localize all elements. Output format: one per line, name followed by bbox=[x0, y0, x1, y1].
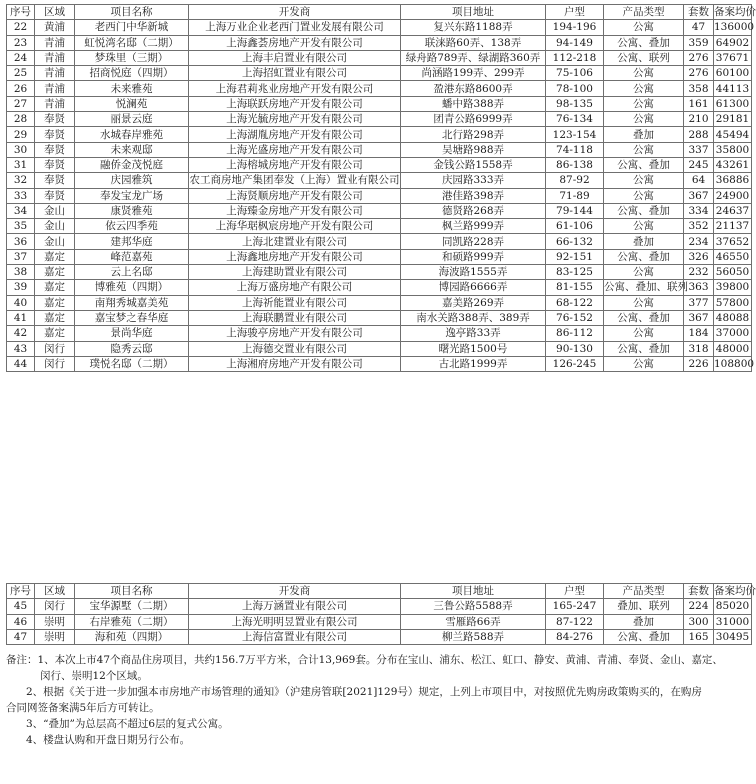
cell-units: 377 bbox=[684, 295, 714, 310]
cell-district: 金山 bbox=[35, 219, 75, 234]
cell-address: 海波路1555弄 bbox=[401, 265, 546, 280]
cell-product-type: 公寓 bbox=[604, 356, 684, 371]
cell-address: 港佳路398弄 bbox=[401, 188, 546, 203]
cell-district: 青浦 bbox=[35, 35, 75, 50]
cell-address: 复兴东路1188弄 bbox=[401, 20, 546, 35]
header-address: 项目地址 bbox=[401, 5, 546, 20]
cell-project-name: 融侨金茂悦庭 bbox=[75, 157, 189, 172]
cell-avg-price: 24637 bbox=[714, 203, 752, 218]
cell-seq: 43 bbox=[7, 341, 35, 356]
cell-avg-price: 48088 bbox=[714, 310, 752, 325]
table-row bbox=[7, 203, 752, 218]
cell-project-name: 虹悦湾名邸（二期） bbox=[75, 35, 189, 50]
cell-seq: 40 bbox=[7, 295, 35, 310]
cell-developer: 上海万业企业老西门置业发展有限公司 bbox=[189, 20, 401, 35]
cell-unit-size: 74-118 bbox=[546, 142, 604, 157]
cell-avg-price: 64902 bbox=[714, 35, 752, 50]
cell-developer: 上海光盛房地产开发有限公司 bbox=[189, 142, 401, 157]
note-2-cont: 合同网签备案满5年后方可转让。 bbox=[6, 702, 160, 714]
cell-product-type: 叠加、联列 bbox=[604, 599, 684, 614]
cell-project-name: 康贤雅苑 bbox=[75, 203, 189, 218]
cell-project-name: 景尚华庭 bbox=[75, 326, 189, 341]
cell-district: 崇明 bbox=[35, 629, 75, 644]
table-row bbox=[7, 629, 752, 644]
cell-developer: 农工商房地产集团奉发（上海）置业有限公司 bbox=[189, 174, 400, 187]
cell-developer: 上海臻金房地产开发有限公司 bbox=[189, 203, 401, 218]
cell-developer: 上海鑫荟房地产开发有限公司 bbox=[189, 35, 401, 50]
table-row bbox=[7, 310, 752, 325]
cell-seq: 31 bbox=[7, 157, 35, 172]
cell-unit-size: 87-122 bbox=[546, 614, 604, 629]
table-row bbox=[7, 219, 752, 234]
header-district: 区域 bbox=[35, 5, 75, 20]
cell-product-type: 公寓、叠加 bbox=[604, 310, 684, 325]
cell-developer: 上海湖胤房地产开发有限公司 bbox=[189, 127, 401, 142]
cell-seq: 42 bbox=[7, 326, 35, 341]
cell-district: 奉贤 bbox=[35, 173, 75, 188]
cell-unit-size: 90-130 bbox=[546, 341, 604, 356]
cell-avg-price: 136000 bbox=[714, 21, 755, 34]
cell-unit-size: 98-135 bbox=[546, 96, 604, 111]
cell-developer: 上海光毓房地产开发有限公司 bbox=[189, 112, 401, 127]
cell-product-type: 公寓 bbox=[604, 142, 684, 157]
cell-units: 64 bbox=[684, 173, 714, 188]
cell-units: 276 bbox=[684, 50, 714, 65]
cell-seq: 41 bbox=[7, 310, 35, 325]
cell-product-type: 叠加 bbox=[604, 127, 684, 142]
cell-seq: 34 bbox=[7, 203, 35, 218]
cell-product-type: 公寓 bbox=[604, 265, 684, 280]
cell-developer: 上海德交置业有限公司 bbox=[189, 341, 401, 356]
cell-developer: 上海祈能置业有限公司 bbox=[189, 295, 401, 310]
cell-unit-size: 81-155 bbox=[546, 280, 604, 295]
cell-project-name: 建邦华庭 bbox=[75, 234, 189, 249]
cell-address: 绿舟路789弄、绿湖路360弄 bbox=[401, 50, 546, 65]
cell-units: 47 bbox=[684, 20, 714, 35]
cell-project-name: 璞悦名邸（二期） bbox=[75, 356, 189, 371]
table-row bbox=[7, 280, 752, 295]
cell-project-name: 梦珠里（三期） bbox=[75, 50, 189, 65]
cell-seq: 30 bbox=[7, 142, 35, 157]
cell-product-type: 公寓、叠加 bbox=[604, 35, 684, 50]
cell-units: 337 bbox=[684, 142, 714, 157]
cell-product-type: 叠加 bbox=[604, 614, 684, 629]
cell-address: 和硕路999弄 bbox=[401, 249, 546, 264]
cell-seq: 27 bbox=[7, 96, 35, 111]
cell-unit-size: 76-134 bbox=[546, 112, 604, 127]
cell-avg-price: 37000 bbox=[714, 326, 752, 341]
cell-avg-price: 57800 bbox=[714, 295, 752, 310]
cell-seq: 35 bbox=[7, 219, 35, 234]
table-row bbox=[7, 112, 752, 127]
table-row bbox=[7, 188, 752, 203]
header-district: 区域 bbox=[35, 584, 75, 599]
cell-unit-size: 79-144 bbox=[546, 203, 604, 218]
cell-project-name: 未来雅苑 bbox=[75, 81, 189, 96]
cell-units: 224 bbox=[684, 599, 714, 614]
cell-address: 同凯路228弄 bbox=[401, 234, 546, 249]
cell-project-name: 未来观邸 bbox=[75, 142, 189, 157]
header-developer: 开发商 bbox=[189, 584, 401, 599]
note-3: 3、“叠加”为总层高不超过6层的复式公寓。 bbox=[26, 718, 229, 730]
cell-product-type: 公寓、叠加 bbox=[604, 341, 684, 356]
cell-project-name: 峰范嘉苑 bbox=[75, 249, 189, 264]
table-row bbox=[7, 20, 752, 35]
cell-address: 雪雁路66弄 bbox=[401, 614, 546, 629]
cell-units: 226 bbox=[684, 356, 714, 371]
cell-project-name: 丽景云庭 bbox=[75, 112, 189, 127]
cell-product-type: 公寓、叠加 bbox=[604, 629, 684, 644]
header-project-name: 项目名称 bbox=[75, 5, 189, 20]
cell-district: 奉贤 bbox=[35, 127, 75, 142]
cell-district: 嘉定 bbox=[35, 326, 75, 341]
cell-product-type: 公寓 bbox=[604, 188, 684, 203]
cell-units: 300 bbox=[684, 614, 714, 629]
cell-unit-size: 84-276 bbox=[546, 629, 604, 644]
cell-units: 334 bbox=[684, 203, 714, 218]
cell-avg-price: 30495 bbox=[714, 629, 752, 644]
cell-district: 金山 bbox=[35, 234, 75, 249]
cell-district: 青浦 bbox=[35, 50, 75, 65]
header-avg-price: 备案均价 bbox=[714, 6, 756, 19]
cell-units: 358 bbox=[684, 81, 714, 96]
note-2: 2、根据《关于进一步加强本市房地产市场管理的通知》（沪建房管联[2021]129号）规定，上列上市项目中，对按照优先购房政策购买的，在购房 bbox=[26, 686, 702, 698]
header-seq: 序号 bbox=[7, 5, 35, 20]
cell-seq: 24 bbox=[7, 50, 35, 65]
listing-table-1 bbox=[6, 4, 756, 372]
cell-district: 闵行 bbox=[35, 341, 75, 356]
cell-address: 古北路1999弄 bbox=[401, 356, 546, 371]
cell-address: 逸亭路33弄 bbox=[401, 326, 546, 341]
table-row bbox=[7, 157, 752, 172]
cell-product-type: 公寓、叠加、联列 bbox=[604, 281, 688, 294]
cell-district: 黄浦 bbox=[35, 20, 75, 35]
cell-product-type: 公寓、叠加 bbox=[604, 203, 684, 218]
header-project-name: 项目名称 bbox=[75, 584, 189, 599]
cell-avg-price: 60100 bbox=[714, 66, 752, 81]
cell-address: 联涞路60弄、138弄 bbox=[401, 35, 546, 50]
cell-project-name: 水城春岸雅苑 bbox=[75, 127, 189, 142]
table-row bbox=[7, 127, 752, 142]
cell-developer: 上海招虹置业有限公司 bbox=[189, 66, 401, 81]
cell-seq: 46 bbox=[7, 614, 35, 629]
cell-seq: 33 bbox=[7, 188, 35, 203]
cell-unit-size: 83-125 bbox=[546, 265, 604, 280]
cell-product-type: 公寓 bbox=[604, 112, 684, 127]
cell-district: 崇明 bbox=[35, 614, 75, 629]
cell-project-name: 云上名邸 bbox=[75, 265, 189, 280]
table-row bbox=[7, 173, 752, 188]
cell-avg-price: 37671 bbox=[714, 50, 752, 65]
cell-address: 枫兰路999弄 bbox=[401, 219, 546, 234]
cell-units: 161 bbox=[684, 96, 714, 111]
cell-developer: 上海信富置业有限公司 bbox=[189, 629, 401, 644]
cell-district: 嘉定 bbox=[35, 295, 75, 310]
cell-unit-size: 68-122 bbox=[546, 295, 604, 310]
notes-section bbox=[6, 652, 748, 748]
cell-district: 闵行 bbox=[35, 599, 75, 614]
cell-project-name: 老西门中华新城 bbox=[75, 20, 189, 35]
note-1-cont: 闵行、崇明12个区域。 bbox=[40, 670, 148, 682]
cell-seq: 26 bbox=[7, 81, 35, 96]
cell-units: 288 bbox=[684, 127, 714, 142]
cell-units: 359 bbox=[684, 35, 714, 50]
table-row bbox=[7, 295, 752, 310]
cell-avg-price: 29181 bbox=[714, 112, 752, 127]
cell-units: 184 bbox=[684, 326, 714, 341]
cell-unit-size: 86-138 bbox=[546, 157, 604, 172]
cell-units: 326 bbox=[684, 249, 714, 264]
cell-address: 三鲁公路5588弄 bbox=[401, 599, 546, 614]
table-row bbox=[7, 249, 752, 264]
cell-seq: 36 bbox=[7, 234, 35, 249]
cell-avg-price: 56050 bbox=[714, 265, 752, 280]
table-header-row bbox=[7, 5, 752, 20]
cell-address: 尚涵路199弄、299弄 bbox=[401, 66, 546, 81]
cell-address: 庆园路333弄 bbox=[401, 173, 546, 188]
cell-unit-size: 87-92 bbox=[546, 173, 604, 188]
cell-developer: 上海榕城房地产开发有限公司 bbox=[189, 157, 401, 172]
cell-developer: 上海万涵置业有限公司 bbox=[189, 599, 401, 614]
cell-unit-size: 123-154 bbox=[546, 127, 604, 142]
cell-unit-size: 61-106 bbox=[546, 219, 604, 234]
cell-units: 367 bbox=[684, 310, 714, 325]
cell-developer: 上海骏亭房地产开发有限公司 bbox=[189, 326, 401, 341]
cell-project-name: 悦澜苑 bbox=[75, 96, 189, 111]
cell-unit-size: 78-100 bbox=[546, 81, 604, 96]
cell-units: 210 bbox=[684, 112, 714, 127]
cell-district: 奉贤 bbox=[35, 157, 75, 172]
cell-avg-price: 45494 bbox=[714, 127, 752, 142]
note-4: 4、楼盘认购和开盘日期另行公布。 bbox=[26, 734, 191, 746]
cell-seq: 39 bbox=[7, 280, 35, 295]
header-product-type: 产品类型 bbox=[604, 584, 684, 599]
cell-seq: 25 bbox=[7, 66, 35, 81]
header-unit-size: 户型 bbox=[546, 584, 604, 599]
cell-project-name: 海和苑（四期） bbox=[75, 629, 189, 644]
cell-product-type: 公寓 bbox=[604, 96, 684, 111]
cell-project-name: 庆园雅筑 bbox=[75, 173, 189, 188]
header-unit-size: 户型 bbox=[546, 5, 604, 20]
cell-product-type: 叠加 bbox=[604, 234, 684, 249]
table-row bbox=[7, 81, 752, 96]
cell-developer: 上海联鹏置业有限公司 bbox=[189, 310, 401, 325]
cell-unit-size: 75-106 bbox=[546, 66, 604, 81]
table-row bbox=[7, 50, 752, 65]
cell-project-name: 奉发宝龙广场 bbox=[75, 188, 189, 203]
header-seq: 序号 bbox=[7, 584, 35, 599]
cell-seq: 32 bbox=[7, 173, 35, 188]
cell-address: 南水关路388弄、389弄 bbox=[401, 310, 546, 325]
cell-project-name: 博雅苑（四期） bbox=[75, 280, 189, 295]
cell-unit-size: 66-132 bbox=[546, 234, 604, 249]
cell-developer: 上海贤顺房地产开发有限公司 bbox=[189, 188, 401, 203]
cell-address: 蟠中路388弄 bbox=[401, 96, 546, 111]
note-1: 备注：1、本次上市47个商品住房项目，共约156.7万平方米，合计13,969套。分布在宝山、浦东、松江、虹口、静安、黄浦、青浦、奉贤、金山、嘉定、 bbox=[6, 654, 723, 666]
cell-seq: 23 bbox=[7, 35, 35, 50]
cell-address: 德贤路268弄 bbox=[401, 203, 546, 218]
cell-unit-size: 112-218 bbox=[546, 50, 604, 65]
cell-avg-price: 31000 bbox=[714, 614, 752, 629]
cell-project-name: 南翔秀城嘉美苑 bbox=[75, 295, 189, 310]
cell-units: 245 bbox=[684, 157, 714, 172]
cell-units: 318 bbox=[684, 341, 714, 356]
cell-district: 青浦 bbox=[35, 66, 75, 81]
cell-units: 232 bbox=[684, 265, 714, 280]
cell-unit-size: 165-247 bbox=[546, 599, 604, 614]
cell-units: 367 bbox=[684, 188, 714, 203]
header-address: 项目地址 bbox=[401, 584, 546, 599]
cell-avg-price: 46550 bbox=[714, 249, 752, 264]
cell-developer: 上海丰启置业有限公司 bbox=[189, 50, 401, 65]
cell-product-type: 公寓 bbox=[604, 295, 684, 310]
cell-product-type: 公寓 bbox=[604, 66, 684, 81]
cell-avg-price: 85020 bbox=[714, 599, 752, 614]
cell-project-name: 宝华源墅（二期） bbox=[75, 599, 189, 614]
cell-avg-price: 44113 bbox=[714, 81, 752, 96]
cell-avg-price: 108800 bbox=[714, 357, 755, 370]
table-row bbox=[7, 599, 752, 614]
cell-units: 234 bbox=[684, 234, 714, 249]
table-row bbox=[7, 614, 752, 629]
cell-project-name: 右岸雅苑（二期） bbox=[75, 614, 189, 629]
table-header-row bbox=[7, 584, 752, 599]
cell-units: 352 bbox=[684, 219, 714, 234]
cell-address: 柳兰路588弄 bbox=[401, 629, 546, 644]
cell-units: 276 bbox=[684, 66, 714, 81]
cell-unit-size: 94-149 bbox=[546, 35, 604, 50]
cell-district: 金山 bbox=[35, 203, 75, 218]
listing-table-2 bbox=[6, 583, 756, 645]
cell-developer: 上海联跃房地产开发有限公司 bbox=[189, 96, 401, 111]
header-units: 套数 bbox=[684, 5, 714, 20]
cell-avg-price: 36886 bbox=[714, 173, 752, 188]
cell-seq: 45 bbox=[7, 599, 35, 614]
cell-unit-size: 92-151 bbox=[546, 249, 604, 264]
cell-developer: 上海万盛房地产有限公司 bbox=[189, 280, 401, 295]
cell-product-type: 公寓、联列 bbox=[604, 50, 684, 65]
cell-product-type: 公寓 bbox=[604, 20, 684, 35]
header-avg-price: 备案均价 bbox=[714, 585, 756, 598]
cell-units: 165 bbox=[684, 629, 714, 644]
cell-product-type: 公寓 bbox=[604, 81, 684, 96]
cell-address: 嘉美路269弄 bbox=[401, 295, 546, 310]
header-developer: 开发商 bbox=[189, 5, 401, 20]
cell-developer: 上海光明明昱置业有限公司 bbox=[189, 614, 401, 629]
cell-product-type: 公寓 bbox=[604, 326, 684, 341]
cell-developer: 上海华琚枫宸房地产开发有限公司 bbox=[189, 219, 401, 234]
cell-product-type: 公寓 bbox=[604, 219, 684, 234]
cell-district: 嘉定 bbox=[35, 310, 75, 325]
cell-developer: 上海君莉兆业房地产开发有限公司 bbox=[189, 81, 401, 96]
cell-avg-price: 35800 bbox=[714, 142, 752, 157]
cell-avg-price: 21137 bbox=[714, 219, 752, 234]
table-row bbox=[7, 142, 752, 157]
cell-unit-size: 71-89 bbox=[546, 188, 604, 203]
cell-product-type: 公寓、叠加 bbox=[604, 249, 684, 264]
cell-district: 奉贤 bbox=[35, 112, 75, 127]
cell-address: 吴塘路988弄 bbox=[401, 142, 546, 157]
cell-avg-price: 24900 bbox=[714, 188, 752, 203]
cell-developer: 上海湘府房地产开发有限公司 bbox=[189, 356, 401, 371]
cell-project-name: 隐秀云邸 bbox=[75, 341, 189, 356]
cell-avg-price: 39800 bbox=[714, 280, 752, 295]
cell-address: 金钱公路1558弄 bbox=[401, 157, 546, 172]
cell-units: 363 bbox=[684, 280, 714, 295]
cell-avg-price: 43261 bbox=[714, 157, 752, 172]
header-units: 套数 bbox=[684, 584, 714, 599]
table-row bbox=[7, 356, 752, 371]
cell-developer: 上海建助置业有限公司 bbox=[189, 265, 401, 280]
cell-seq: 37 bbox=[7, 249, 35, 264]
table-row bbox=[7, 341, 752, 356]
cell-avg-price: 61300 bbox=[714, 96, 752, 111]
cell-product-type: 公寓、叠加 bbox=[604, 157, 684, 172]
cell-address: 盈港东路8600弄 bbox=[401, 81, 546, 96]
cell-seq: 44 bbox=[7, 356, 35, 371]
cell-district: 嘉定 bbox=[35, 249, 75, 264]
cell-product-type: 公寓 bbox=[604, 173, 684, 188]
cell-unit-size: 86-112 bbox=[546, 326, 604, 341]
cell-address: 曙光路1500号 bbox=[401, 341, 546, 356]
cell-developer: 上海北建置业有限公司 bbox=[189, 234, 401, 249]
table-row bbox=[7, 35, 752, 50]
table-row bbox=[7, 96, 752, 111]
cell-district: 嘉定 bbox=[35, 280, 75, 295]
cell-developer: 上海鑫地房地产开发有限公司 bbox=[189, 249, 401, 264]
cell-address: 北行路298弄 bbox=[401, 127, 546, 142]
cell-seq: 22 bbox=[7, 20, 35, 35]
cell-district: 奉贤 bbox=[35, 188, 75, 203]
cell-district: 青浦 bbox=[35, 81, 75, 96]
cell-address: 博园路6666弄 bbox=[401, 280, 546, 295]
table-row bbox=[7, 66, 752, 81]
cell-project-name: 招商悦庭（四期） bbox=[75, 66, 189, 81]
cell-avg-price: 48000 bbox=[714, 341, 752, 356]
cell-unit-size: 126-245 bbox=[546, 356, 604, 371]
cell-project-name: 嘉宝梦之春华庭 bbox=[75, 310, 189, 325]
cell-district: 嘉定 bbox=[35, 265, 75, 280]
table-row bbox=[7, 234, 752, 249]
cell-project-name: 依云四季苑 bbox=[75, 219, 189, 234]
table-row bbox=[7, 265, 752, 280]
cell-district: 青浦 bbox=[35, 96, 75, 111]
cell-seq: 38 bbox=[7, 265, 35, 280]
cell-seq: 47 bbox=[7, 629, 35, 644]
cell-address: 团青公路6999弄 bbox=[401, 112, 546, 127]
header-product-type: 产品类型 bbox=[604, 5, 684, 20]
cell-avg-price: 37652 bbox=[714, 234, 752, 249]
cell-unit-size: 194-196 bbox=[546, 20, 604, 35]
cell-seq: 29 bbox=[7, 127, 35, 142]
cell-district: 闵行 bbox=[35, 356, 75, 371]
cell-district: 奉贤 bbox=[35, 142, 75, 157]
cell-unit-size: 76-152 bbox=[546, 310, 604, 325]
cell-seq: 28 bbox=[7, 112, 35, 127]
table-row bbox=[7, 326, 752, 341]
